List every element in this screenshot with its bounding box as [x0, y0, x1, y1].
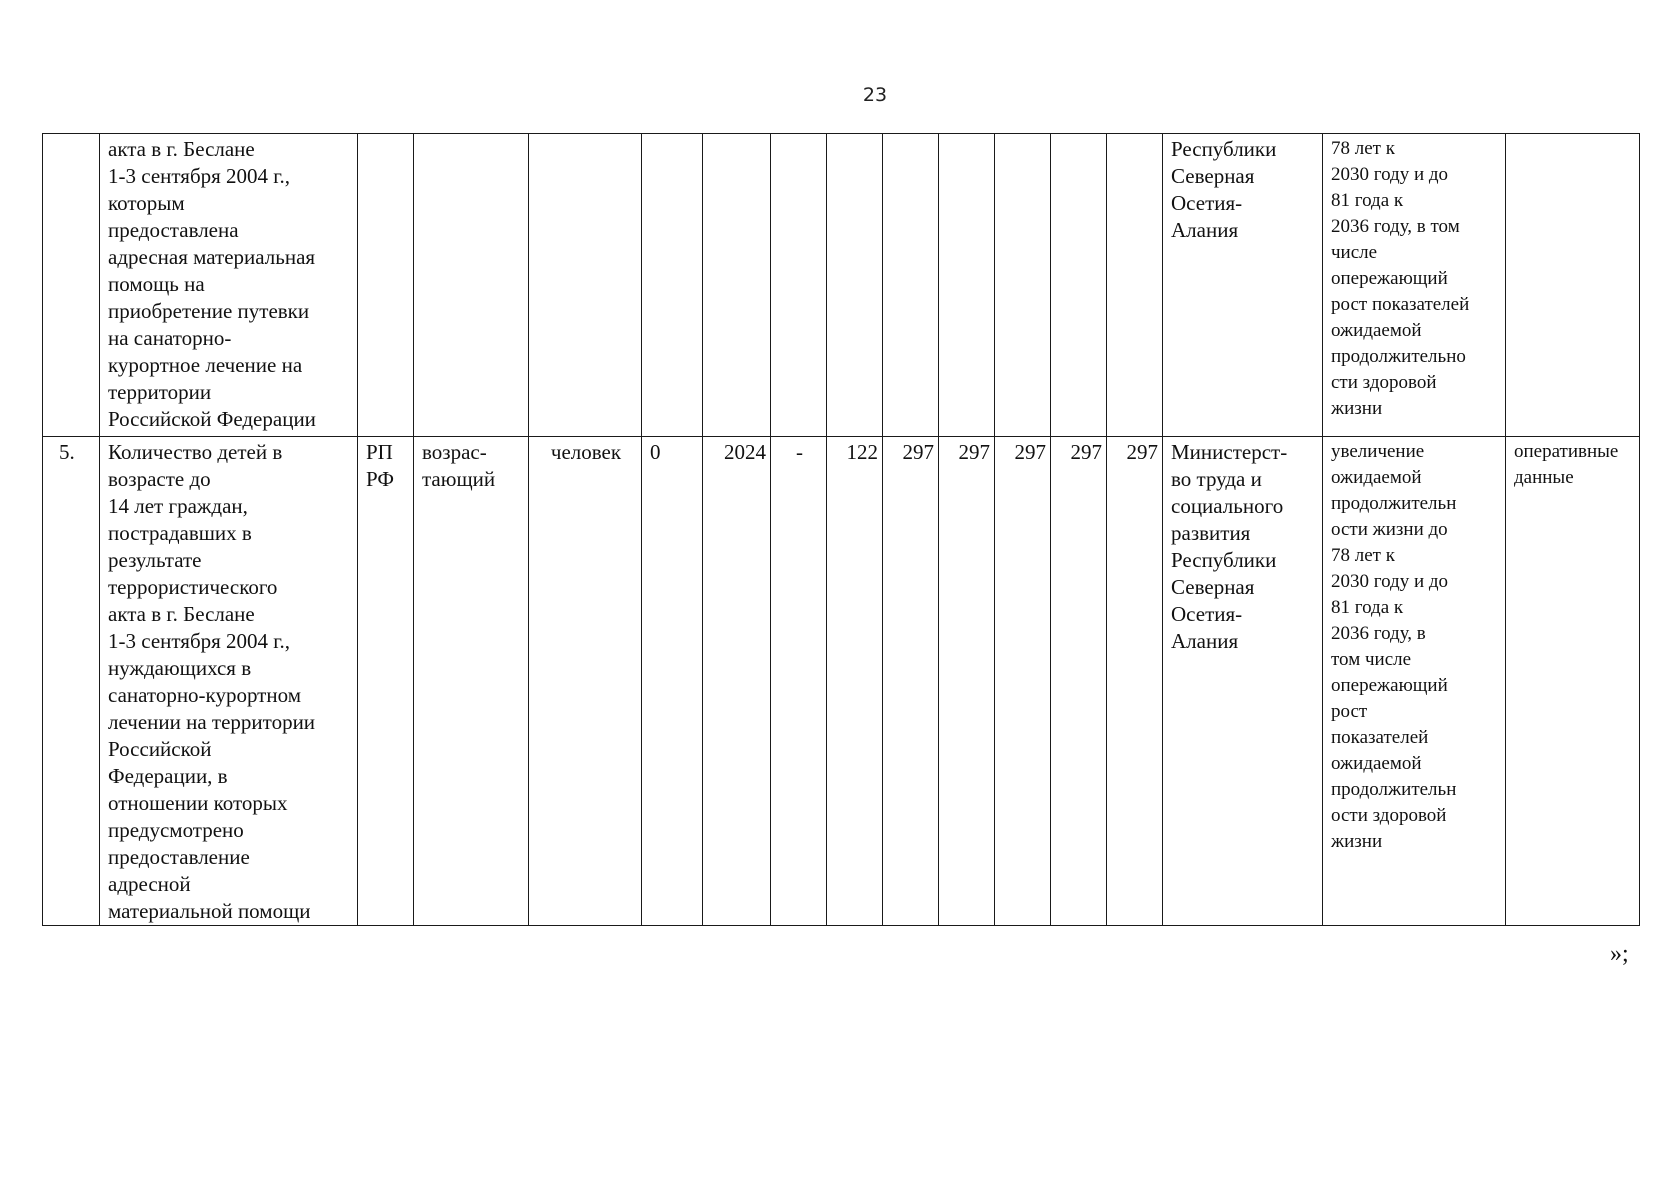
- row-number: 5.: [43, 437, 100, 926]
- indicator-unit: человек: [529, 437, 642, 926]
- year-value: [995, 134, 1051, 437]
- base-year: 2024: [703, 437, 771, 926]
- year-value: [939, 134, 995, 437]
- year-value: 122: [827, 437, 883, 926]
- year-value: [1051, 134, 1107, 437]
- page-number: 23: [862, 84, 888, 106]
- year-value: -: [771, 437, 827, 926]
- base-year: [703, 134, 771, 437]
- goal-link: 78 лет к 2030 году и до 81 года к 2036 году, в том числе опережающий рост показателей ожидаемой продолжительно сти здоровой жизни: [1323, 134, 1506, 437]
- year-value: 297: [1051, 437, 1107, 926]
- data-source: оперативные данные: [1506, 437, 1640, 926]
- indicator-level: [358, 134, 414, 437]
- indicator-name: Количество детей в возрасте до 14 лет граждан, пострадавших в результате террористического акта в г. Беслане 1-3 сентября 2004 г., нуждающихся в санаторно-курортном лечении на территории Российской Федерации, в отношении которых предусмотрено предоставление адресной материальной помощи: [100, 437, 358, 926]
- year-value: [883, 134, 939, 437]
- base-value: 0: [642, 437, 703, 926]
- year-value: [827, 134, 883, 437]
- table-row: [43, 134, 1640, 437]
- goal-link: увеличение ожидаемой продолжительн ости жизни до 78 лет к 2030 году и до 81 года к 2036 году, в том числе опережающий рост показателей ожидаемой продолжительн ости здоровой жизни: [1323, 437, 1506, 926]
- year-value: 297: [1107, 437, 1163, 926]
- year-value: [1107, 134, 1163, 437]
- data-source: [1506, 134, 1640, 437]
- row-number: [43, 134, 100, 437]
- year-value: 297: [883, 437, 939, 926]
- year-value: 297: [995, 437, 1051, 926]
- base-value: [642, 134, 703, 437]
- year-value: 297: [939, 437, 995, 926]
- table-row: [43, 437, 1640, 926]
- responsible-authority: Республики Северная Осетия- Алания: [1163, 134, 1323, 437]
- responsible-authority: Министерст- во труда и социального развития Республики Северная Осетия- Алания: [1163, 437, 1323, 926]
- indicator-unit: [529, 134, 642, 437]
- indicator-level: РП РФ: [358, 437, 414, 926]
- indicator-trend: [414, 134, 529, 437]
- indicator-trend: возрас- тающий: [414, 437, 529, 926]
- year-value: [771, 134, 827, 437]
- indicator-name: акта в г. Беслане 1-3 сентября 2004 г., которым предоставлена адресная материальная помощь на приобретение путевки на санаторно- курортное лечение на территории Российской Федерации: [100, 134, 358, 437]
- closing-quote: »;: [1610, 941, 1629, 967]
- indicators-table: [42, 133, 1640, 926]
